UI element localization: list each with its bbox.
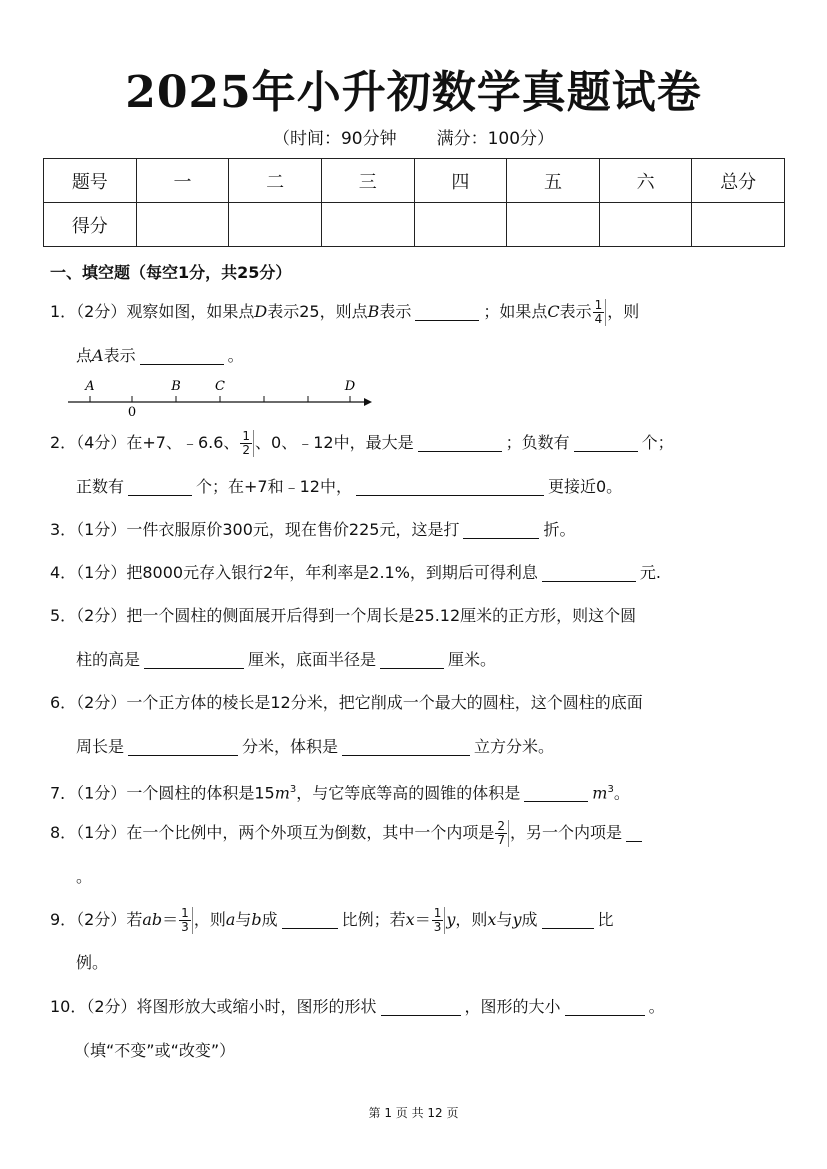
answer-blank[interactable]: [282, 910, 338, 929]
answer-blank[interactable]: [128, 477, 192, 496]
zero-label: 0: [127, 405, 137, 418]
score-header-cell: 题号: [44, 159, 137, 203]
score-header-cell: 一: [136, 159, 229, 203]
fraction: $\frac{1}{3}$: [432, 907, 446, 934]
score-table-header-row: [44, 159, 785, 203]
score-cell[interactable]: [321, 203, 414, 247]
score-header-cell: 二: [229, 159, 322, 203]
answer-blank[interactable]: [381, 997, 461, 1016]
question-8-line-2: 。: [76, 867, 93, 886]
answer-blank[interactable]: [128, 737, 238, 756]
answer-blank[interactable]: [418, 433, 502, 452]
question-5-line-1: 5．（2分）把一个圆柱的侧面展开后得到一个周长是25.12厘米的正方形，则这个圆: [50, 606, 637, 625]
question-5-line-2: 柱的高是 厘米，底面半径是 厘米。: [76, 650, 497, 669]
score-header-cell: 三: [321, 159, 414, 203]
point-label-c: C: [215, 379, 225, 394]
question-8-line-1: 8．（1分）在一个比例中，两个外项互为倒数，其中一个内项是 $\frac{2}{7}$ ，另一个内项是: [50, 818, 646, 848]
question-9-line-2: 例。: [76, 953, 109, 972]
score-table: [43, 158, 785, 247]
page-footer: 第 1 页 共 12 页: [368, 1106, 459, 1120]
score-header-cell: 四: [414, 159, 507, 203]
question-2-line-1: 2．（4分）在+7、﹣6.6、 $\frac{1}{2}$ 、0、﹣12中，最大是 ；负数有 个；: [50, 429, 674, 457]
exam-full-score: 满分：100分）: [436, 129, 555, 149]
score-cell[interactable]: [136, 203, 229, 247]
score-cell[interactable]: [414, 203, 507, 247]
fraction: $\frac{1}{3}$: [179, 907, 193, 934]
answer-blank[interactable]: [463, 520, 539, 539]
answer-blank[interactable]: [626, 823, 642, 842]
question-6-line-1: 6．（2分）一个正方体的棱长是12分米，把它削成一个最大的圆柱，这个圆柱的底面: [50, 693, 643, 712]
answer-blank[interactable]: [144, 650, 244, 669]
question-2-line-2: 正数有 个；在+7和﹣12中， 更接近0。: [76, 477, 623, 496]
exam-time: （时间：90分钟: [272, 129, 397, 149]
answer-blank[interactable]: [542, 563, 636, 582]
score-cell[interactable]: [692, 203, 785, 247]
answer-blank[interactable]: [380, 650, 444, 669]
score-row-label: 得分: [44, 203, 137, 247]
fraction: $\frac{1}{4}$: [593, 299, 607, 326]
question-3: 3．（1分）一件衣服原价300元，现在售价225元，这是打 折。: [50, 520, 576, 539]
question-6-line-2: 周长是 分米，体积是 立方分米。: [76, 737, 555, 756]
exam-info: [0, 124, 827, 149]
score-cell[interactable]: [507, 203, 600, 247]
answer-blank[interactable]: [140, 346, 224, 365]
question-9-line-1: 9．（2分）若ab＝ $\frac{1}{3}$ ，则a与b成 比例；若x＝ $\frac{1}{3}$ y，则x与y成 比: [50, 906, 614, 934]
point-label-a: A: [85, 379, 95, 394]
point-label-b: B: [171, 379, 181, 394]
page-title: 2025年小升初数学真题试卷: [125, 67, 702, 118]
score-header-cell: 六: [599, 159, 692, 203]
question-4: 4．（1分）把8000元存入银行2年，年利率是2.1%，到期后可得利息 元.: [50, 563, 662, 582]
section-heading: 一、填空题（每空1分，共25分）: [50, 263, 292, 282]
answer-blank[interactable]: [574, 433, 638, 452]
fraction: $\frac{1}{2}$: [240, 430, 254, 457]
score-table-score-row: [44, 203, 785, 247]
score-header-cell: 五: [507, 159, 600, 203]
number-line-figure: [66, 374, 378, 418]
answer-blank[interactable]: [565, 997, 645, 1016]
answer-blank[interactable]: [524, 783, 588, 802]
question-10-line-1: 10．（2分）将图形放大或缩小时，图形的形状 ，图形的大小 。: [50, 997, 665, 1016]
question-10-line-2: （填“不变”或“改变”）: [74, 1041, 236, 1060]
answer-blank[interactable]: [542, 910, 594, 929]
question-7: 7．（1分）一个圆柱的体积是$15m^3$，与它等底等高的圆锥的体积是 $m^3$。: [50, 783, 630, 803]
score-header-cell: 总分: [692, 159, 785, 203]
arrow-head-icon: [364, 398, 372, 406]
point-label-d: D: [344, 379, 356, 394]
answer-blank[interactable]: [342, 737, 470, 756]
score-cell[interactable]: [229, 203, 322, 247]
answer-blank[interactable]: [415, 302, 479, 321]
question-1-line-2: 点A表示 。: [76, 346, 244, 365]
score-cell[interactable]: [599, 203, 692, 247]
answer-blank[interactable]: [356, 477, 544, 496]
fraction: $\frac{2}{7}$: [495, 820, 509, 847]
question-1-line-1: 1．（2分）观察如图，如果点D表示25，则点B表示 ；如果点C表示 $\frac{1}{4}$ ，则: [50, 298, 640, 326]
